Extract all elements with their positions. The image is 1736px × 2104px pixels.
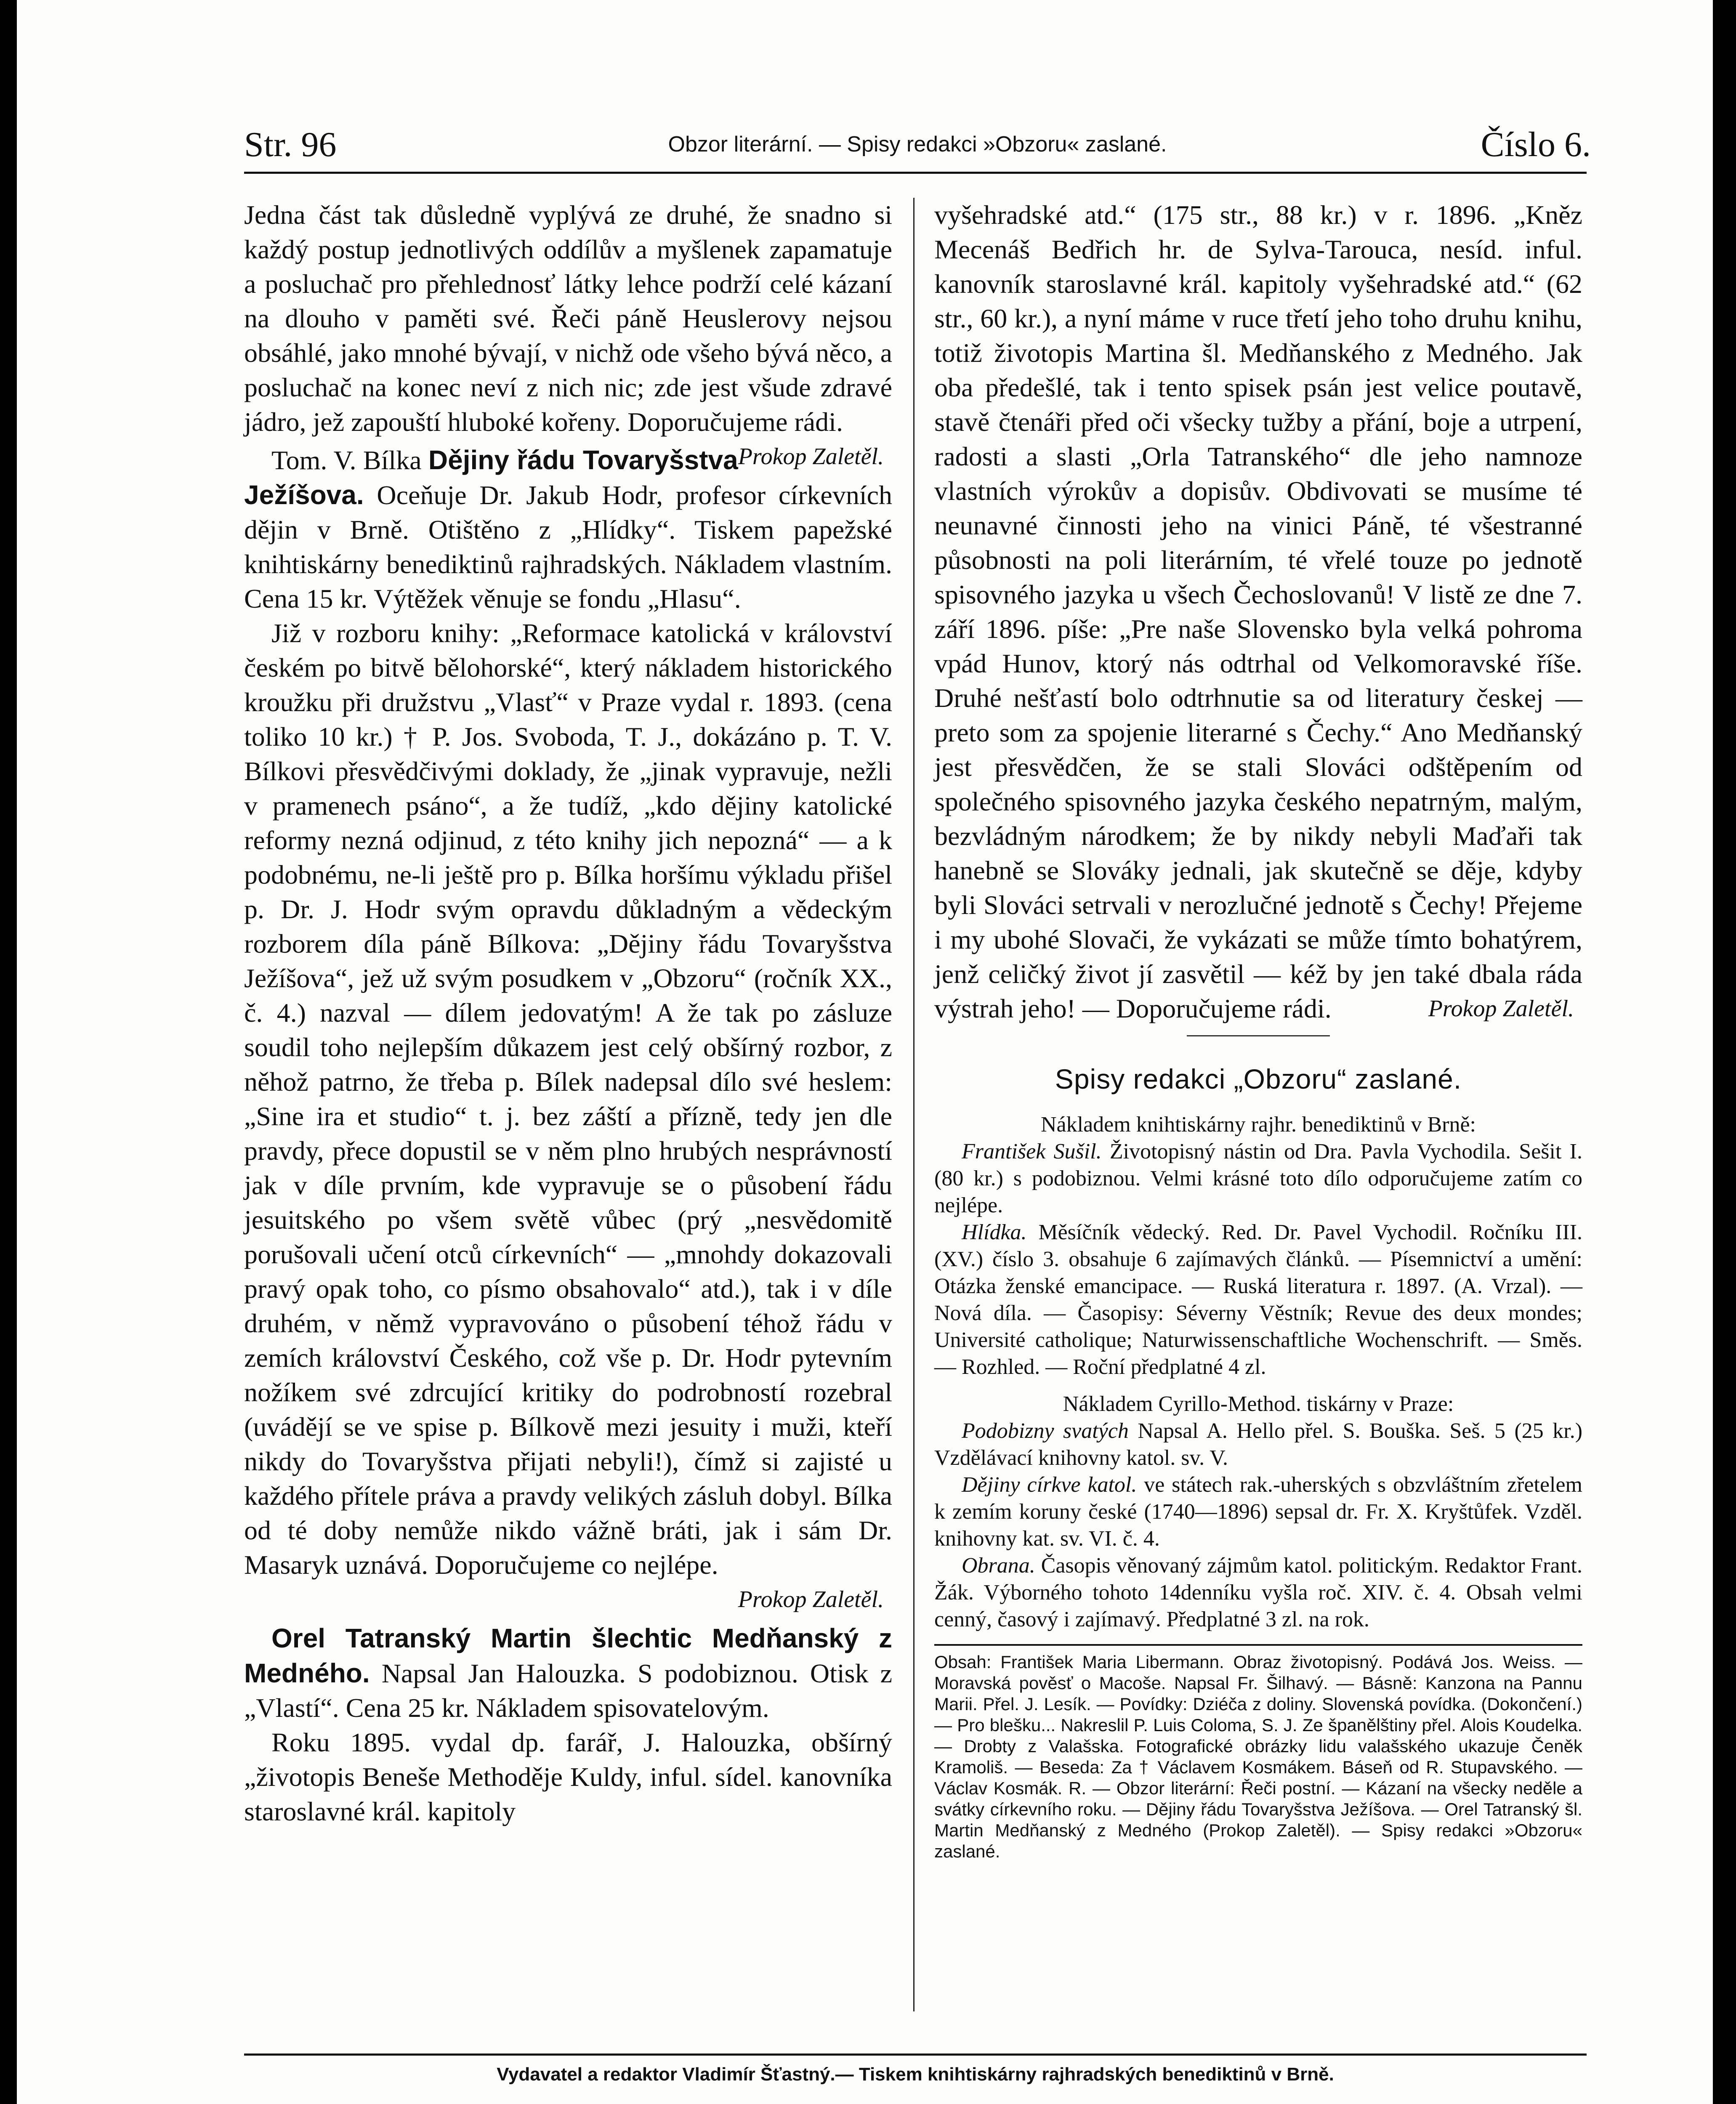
issue-number: Číslo 6. — [1481, 125, 1591, 164]
review-1-recommend: Doporučujeme rádi. — [627, 407, 843, 437]
signature: Prokop Zaletěl. — [1428, 996, 1574, 1022]
publication-item — [934, 1418, 1582, 1472]
publication-desc: Životopisný nástin od Dra. Pavla Vychodila. Sešit I. (80 kr.) s podobiznou. Velmi krásné toto dílo odporučujeme zatím co nejlépe. — [934, 1140, 1582, 1217]
publication-item — [934, 1552, 1582, 1633]
review-2-book-title: Dějiny řádu Tovaryšstva Ježíšova. — [244, 445, 738, 510]
running-title: Obzor literární. — Spisy redakci »Obzoru« zaslané. — [668, 132, 1167, 157]
footer-rule — [244, 2054, 1587, 2056]
header-rule — [244, 172, 1587, 174]
review-3-title — [244, 1621, 892, 1725]
publication-item — [934, 1472, 1582, 1552]
issue-contents: Obsah: František Maria Libermann. Obraz životopisný. Podává Jos. Weiss. — Moravská pověsť o Macoše. Napsal Fr. Šilhavý. — Básně: Kanzona na Pannu Marii. Přel. J. Lesík. — Povídky: Dziéča z doliny. Slovenská povídka. (Dokončení.) — Pro blešku... Nakreslil P. Luis Coloma, S. J. Ze španělštiny přel. Alois Koudelka. — Drobty z Valašska. Fotografické obrázky lidu valašského ukazuje Čeněk Kramoliš. — Beseda: Za † Václavem Kosmákem. Báseň od R. Stupavského. — Václav Kosmák. R. — Obzor literární: Řeči postní. — Kázaní na všecky neděle a svátky církevního roku. — Dějiny řádu Tovaryšstva Ježíšova. — Orel Tatranský šl. Martin Medňanský z Medného (Prokop Zaletěl). — Spisy redakci »Obzoru« zaslané. — [934, 1652, 1582, 1861]
page — [17, 0, 1713, 2104]
review-3-text: Roku 1895. vydal dp. farář, J. Halouzka, obšírný „životopis Beneše Methoděje Kuldy, inful. sídel. kanovníka staroslavné král. kapitoly — [244, 1727, 892, 1826]
review-3-continued — [934, 198, 1582, 1026]
page-number: Str. 96 — [244, 125, 337, 164]
publication-item — [934, 1138, 1582, 1219]
publication-desc: ve státech rak.-uherských s obzvláštním zřetelem k zemím koruny české (1740—1896) sepsal dr. Fr. X. Kryštůfek. Vzděl. knihovny kat. sv. VI. č. 4. — [934, 1473, 1582, 1551]
review-3-body: vyšehradské atd.“ (175 str., 88 kr.) v r. 1896. „Kněz Mecenáš Bedřich hr. de Sylva-Tarouca, nesíd. inful. kanovník staroslavné král. kapitoly vyšehradské atd.“ (62 str., 60 kr.), a nyní máme v ruce třetí jeho toho druhu knihu, totiž životopis Martina šl. Medňanského z Medného. Jak oba předešlé, tak i tento spisek psán jest velice poutavě, stavě čtenáři před oči všecky tužby a přání, boje a utrpení, radosti a slasti „Orla Tatranského“ dle jeho namnoze vlastních výrokův a dopisův. Obdivovati se musíme té neunavné činnosti jeho na vinici Páně, té všestranné působnosti na poli literárním, té vřelé touze po jednotě spisovného jazyka u všech Čechoslovanů! V listě ze dne 7. září 1896. píše: „Pre naše Slovensko byla velká pohroma vpád Hunov, ktorý nás odtrhal od Velkomoravské říše. Druhé nešťastí bolo odtrhnutie sa od literatury českej — preto som za spojenie literarné s Čechy.“ Ano Medňanský jest přesvědčen, že se stali Slováci odštěpením od společného spisovného jazyka českého nepatrným, malým, bezvládným národkem; že by nikdy nebyli Maďaři tak hanebně se Slováky jednali, jak skutečně se děje, kdyby byli Slováci setrvali v nerozlučné jednotě s Čechy! Přejeme i my ubohé Slovači, že vykázati se může tímto bohatýrem, jenž celičký život jí zasvětil — kéž by jen také dbala ráda výstrah jeho! — Doporučujeme rádi. — [934, 200, 1582, 1023]
column-divider — [913, 198, 915, 2011]
left-column — [244, 198, 892, 1829]
publisher-heading: Nákladem Cyrillo-Method. tiskárny v Praze: — [1063, 1392, 1454, 1416]
imprint: Vydavatel a redaktor Vladimír Šťastný.— Tiskem knihtiskárny rajhradských benediktinů v Brně. — [497, 2064, 1334, 2085]
right-column — [934, 198, 1582, 1862]
publication-name: Dějiny církve katol. — [962, 1473, 1137, 1497]
publication-item — [934, 1219, 1582, 1381]
review-2-details: Oceňuje Dr. Jakub Hodr, profesor církevních dějin v Brně. Otištěno z „Hlídky“. Tiskem papežské knihtiskárny benediktinů rajhradských. Nákladem vlastním. Cena 15 kr. Výtěžek věnuje se fondu „Hlasu“. — [244, 480, 892, 614]
review-2-text: Již v rozboru knihy: „Reformace katolická v království českém po bitvě bělohorské“, který nákladem historického kroužku při družstvu „Vlasť“ v Praze vydal r. 1893. (cena toliko 10 kr.) † P. Jos. Svoboda, T. J., dokázáno p. T. V. Bílkovi přesvědčivými doklady, že „jinak vypravuje, nežli v pramenech psáno“, a že tudíž, „kdo dějiny katolické reformy nezná odjinud, z této knihy jich nepozná“ — a k podobnému, ne-li ještě pro p. Bílka horšímu výkladu přišel p. Dr. J. Hodr svým opravdu důkladným a vědeckým rozborem díla páně Bílkova: „Dějiny řádu Tovaryšstva Ježíšova“, jež už svým posudkem v „Obzoru“ (ročník XX., č. 4.) nazval — dílem jedovatým! A že tak po zásluze soudil toho nejlepším důkazem jest celý obšírný rozbor, z něhož patrno, že třeba p. Bílek nadepsal dílo své heslem: „Sine ira et studio“ t. j. bez záští a přízně, tedy jen dle pravdy, přece dopustil se v něm plno hrubých nesprávností jak v díle prvním, kde vypravuje se o působení řádu jesuitského po všem světě vůbec (prý „nesvědomitě porušovali učení otců církevních“ — „mnohdy dokazovali pravý opak toho, co písmo obsahovalo“ atd.), tak i v díle druhém, v němž vypravováno o působení téhož řádu v zemích království Českého, což vše p. Dr. Hodr pytevním nožíkem své zdrcující kritiky do podrobností rozebral (uvádějí se ve spise p. Bílkově mezi jesuity i muži, kteří nikdy do Tovaryšstva přijati nebyli!), čímž si zajisté u každého přítele práva a pravdy velikých zásluh dobyl. Bílka od té doby nemůže nikdo vážně bráti, jak i sám Dr. Masaryk uznává. Doporučujeme co nejlépe. — [244, 618, 892, 1580]
received-publications — [934, 1111, 1582, 1633]
publication-name: František Sušil. — [962, 1140, 1102, 1164]
publication-desc: Napsal A. Hello přel. S. Bouška. Seš. 5 (25 kr.) Vzdělávací knihovny katol. sv. V. — [934, 1419, 1583, 1470]
signature: Prokop Zaletěl. — [738, 444, 884, 470]
publication-desc: Měsíčník vědecký. Red. Dr. Pavel Vychodil. Ročníku III. (XV.) číslo 3. obsahuje 6 zajímavých článků. — Písemnictví a umění: Otázka ženské emancipace. — Ruská literatura r. 1897. (A. Vrzal). — Nová díla. — Časopisy: Séverny Věstník; Revue des deux mondes; Université catholique; Naturwissenschaftliche Wochenschrift. — Směs. — Rozhled. — Roční předplatné 4 zl. — [934, 1220, 1582, 1379]
publication-name: Podobizny svatých — [962, 1419, 1129, 1443]
publication-name: Hlídka. — [962, 1220, 1027, 1244]
review-3-details: Napsal Jan Halouzka. S podobiznou. Otisk z „Vlastí“. Cena 25 kr. Nákladem spisovatelovým. — [244, 1658, 892, 1723]
review-1-body: Jedna část tak důsledně vyplývá ze druhé, že snadno si každý postup jednotlivých oddílův a myšlenek zapamatuje a posluchač pro přehlednosť látky lehce podrží celé kázaní na dlouho v paměti své. Řeči páně Heuslerovy nejsou obsáhlé, jako mnohé bývají, v nichž ode všeho bývá něco, a posluchač na konec neví z nich nic; zde jest všude zdravé jádro, jež zapouští hluboké kořeny. — [244, 200, 892, 437]
contents-rule — [934, 1644, 1582, 1646]
review-2-author: Tom. V. Bílka — [271, 445, 428, 475]
section-divider — [1187, 1035, 1330, 1036]
publication-desc: Časopis věnovaný zájmům katol. politickým. Redaktor Frant. Žák. Výborného tohoto 14denníku vyšla roč. XIV. č. 4. Obsah velmi cenný, časový i zajímavý. Předplatné 3 zl. na rok. — [934, 1554, 1582, 1631]
signature: Prokop Zaletěl. — [738, 1586, 884, 1613]
publication-name: Obrana. — [962, 1554, 1035, 1578]
section-heading: Spisy redakci „Obzoru“ zaslané. — [1055, 1063, 1462, 1095]
review-3-book-title: Orel Tatranský Martin šlechtic Medňanský z Medného. — [244, 1623, 892, 1688]
publisher-heading: Nákladem knihtiskárny rajhr. benediktinů v Brně: — [1041, 1113, 1476, 1137]
running-head — [244, 124, 1591, 170]
